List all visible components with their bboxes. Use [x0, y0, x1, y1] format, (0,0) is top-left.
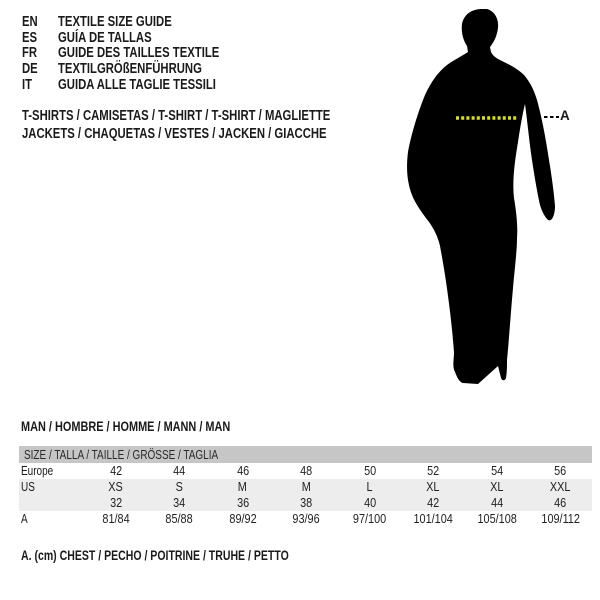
language-code: DE [22, 61, 38, 78]
language-code: FR [22, 45, 38, 62]
language-label: GUIDA ALLE TAGLIE TESSILI [58, 76, 216, 93]
table-row-us-numeric: 32 34 36 38 40 42 44 46 [19, 495, 592, 511]
measure-label-a: A [560, 108, 570, 123]
language-code: IT [22, 76, 33, 93]
row-label: US [21, 479, 35, 494]
man-silhouette [407, 9, 555, 384]
man-silhouette-svg [398, 5, 570, 390]
row-label: A [21, 511, 28, 526]
category-line-tshirts: T-SHIRTS / CAMISETAS / T-SHIRT / T-SHIRT / MAGLIETTE [22, 108, 331, 124]
language-row [22, 62, 265, 78]
size-table [19, 446, 592, 527]
language-label: TEXTILE SIZE GUIDE [58, 14, 172, 30]
language-label: GUÍA DE TALLAS [58, 29, 152, 46]
language-label: TEXTILGRÖßENFÜHRUNG [58, 61, 202, 78]
language-code: ES [22, 29, 38, 46]
language-row [22, 46, 265, 62]
language-list [22, 15, 265, 93]
row-label [19, 495, 84, 511]
row-label: Europe [21, 463, 54, 478]
language-row [22, 78, 265, 94]
category-line-jackets: JACKETS / CHAQUETAS / VESTES / JACKEN / GIACCHE [22, 125, 327, 142]
table-row-chest-a: A 81/84 85/88 89/92 93/96 97/100 101/104 105/108 109/112 [21, 511, 580, 526]
man-silhouette-figure [398, 5, 570, 390]
table-row-europe: Europe 42 44 46 48 50 52 54 56 [21, 463, 567, 478]
language-label: GUIDE DES TAILLES TEXTILE [58, 45, 220, 62]
measurement-footnote: A. (cm) CHEST / PECHO / POITRINE / TRUHE / PETTO [21, 548, 289, 563]
category-lines [22, 108, 417, 143]
language-code: EN [22, 14, 38, 30]
section-heading-man: MAN / HOMBRE / HOMME / MANN / MAN [21, 418, 231, 434]
table-row-us: US XS S M M L XL XL XXL [19, 479, 592, 495]
language-row [22, 15, 265, 31]
size-table-header: SIZE / TALLA / TAILLE / GRÖSSE / TAGLIA [19, 446, 592, 463]
language-row [22, 31, 265, 47]
